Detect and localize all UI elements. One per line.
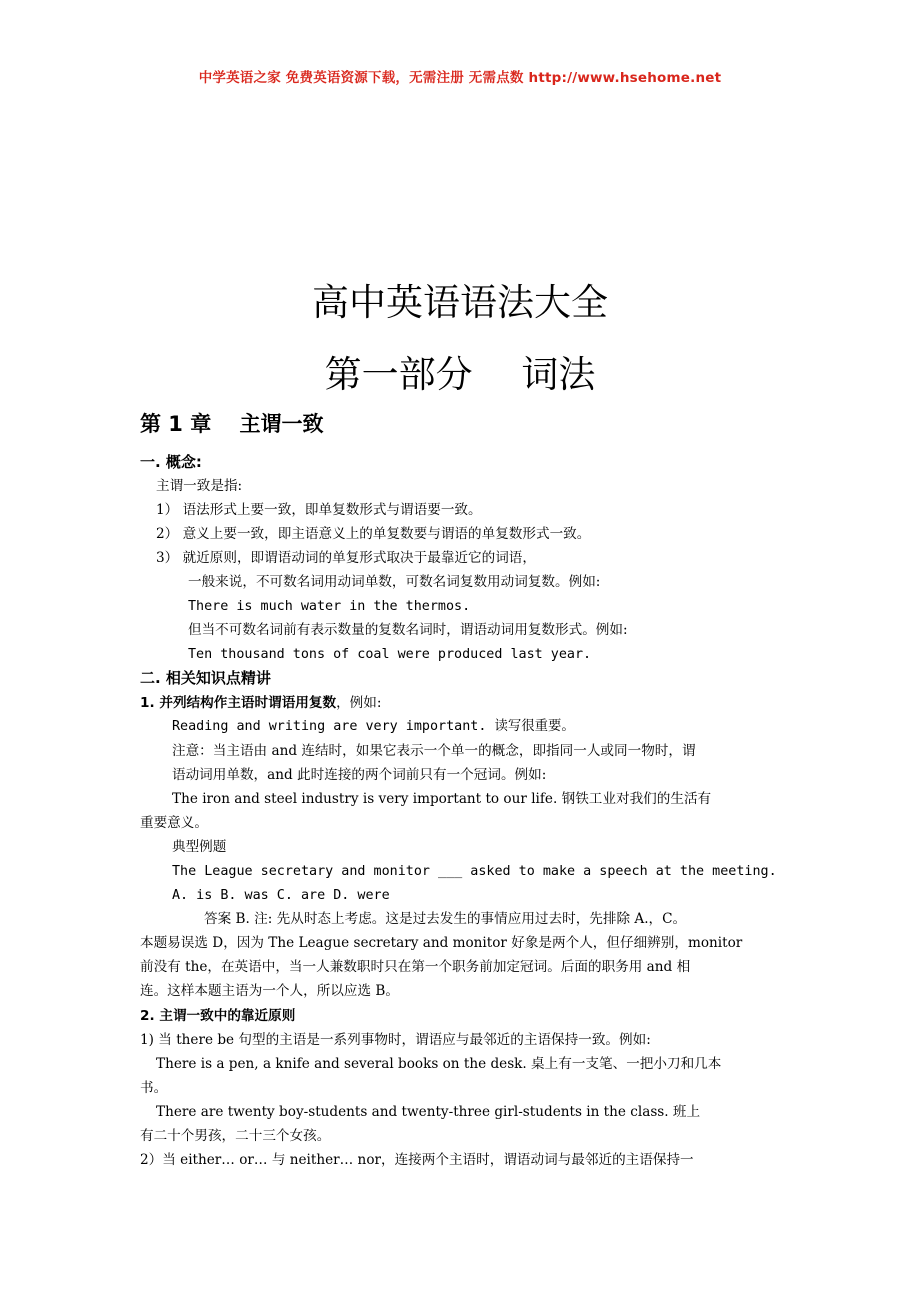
answer-options: A. is B. was C. are D. were <box>172 888 390 903</box>
paragraph-line: 重要意义。 <box>140 815 208 831</box>
example-sentence: There is a pen, a knife and several books on the desk. 桌上有一支笔、一把小刀和几本 <box>156 1056 722 1072</box>
subsection-heading-tail: ，例如: <box>336 695 382 711</box>
chapter-title: 第 1 章 主谓一致 <box>140 412 324 436</box>
part-title: 第一部分 词法 <box>324 353 596 396</box>
paragraph-line: 2）当 either… or… 与 neither… nor，连接两个主语时，谓语动词与最邻近的主语保持一 <box>140 1152 694 1168</box>
subsection-heading-bold: 1. 并列结构作主语时谓语用复数 <box>140 695 337 711</box>
example-question: The League secretary and monitor ___ asked to make a speech at the meeting. <box>172 864 777 879</box>
section-heading: 一. 概念: <box>140 453 202 471</box>
subsection-heading <box>140 693 381 713</box>
paragraph-line: 注意：当主语由 and 连结时，如果它表示一个单一的概念，即指同一人或同一物时，谓 <box>172 743 696 759</box>
paragraph-line: 连。这样本题主语为一个人，所以应选 B。 <box>140 983 399 999</box>
example-sentence: There are twenty boy-students and twenty-three girl-students in the class. 班上 <box>156 1104 701 1120</box>
paragraph-line: 一般来说，不可数名词用动词单数，可数名词复数用动词复数。例如: <box>188 574 601 590</box>
site-header: 中学英语之家 免费英语资源下载，无需注册 无需点数 http://www.hsehome.net <box>198 70 722 86</box>
paragraph-line: 主谓一致是指: <box>156 478 243 494</box>
paragraph-line: 但当不可数名词前有表示数量的复数名词时，谓语动词用复数形式。例如: <box>188 622 628 638</box>
paragraph-line: 本题易误选 D，因为 The League secretary and monitor 好象是两个人，但仔细辨别，monitor <box>140 935 743 951</box>
list-item: 3） 就近原则，即谓语动词的单复形式取决于最靠近它的词语， <box>156 550 536 566</box>
document-title: 高中英语语法大全 <box>312 281 608 324</box>
example-sentence: The iron and steel industry is very important to our life. 钢铁工业对我们的生活有 <box>172 791 712 807</box>
example-heading: 典型例题 <box>172 839 227 855</box>
example-sentence: Reading and writing are very important. 读写很重要。 <box>172 719 575 734</box>
paragraph-line: 1) 当 there be 句型的主语是一系列事物时，谓语应与最邻近的主语保持一致。例如: <box>140 1032 651 1048</box>
subsection-heading: 2. 主谓一致中的靠近原则 <box>140 1008 296 1024</box>
answer-explanation: 答案 B. 注: 先从时态上考虑。这是过去发生的事情应用过去时，先排除 A.，C。 <box>204 911 687 927</box>
example-sentence: Ten thousand tons of coal were produced last year. <box>188 647 592 662</box>
paragraph-line: 前没有 the，在英语中，当一人兼数职时只在第一个职务前加定冠词。后面的职务用 and 相 <box>140 959 691 975</box>
list-item: 2） 意义上要一致，即主语意义上的单复数要与谓语的单复数形式一致。 <box>156 526 591 542</box>
paragraph-line: 语动词用单数，and 此时连接的两个词前只有一个冠词。例如: <box>172 767 547 783</box>
example-sentence: There is much water in the thermos. <box>188 599 471 614</box>
paragraph-line: 有二十个男孩，二十三个女孩。 <box>140 1128 331 1144</box>
list-item: 1） 语法形式上要一致，即单复数形式与谓语要一致。 <box>156 502 482 518</box>
section-heading: 二. 相关知识点精讲 <box>140 669 271 687</box>
paragraph-line: 书。 <box>140 1080 168 1096</box>
